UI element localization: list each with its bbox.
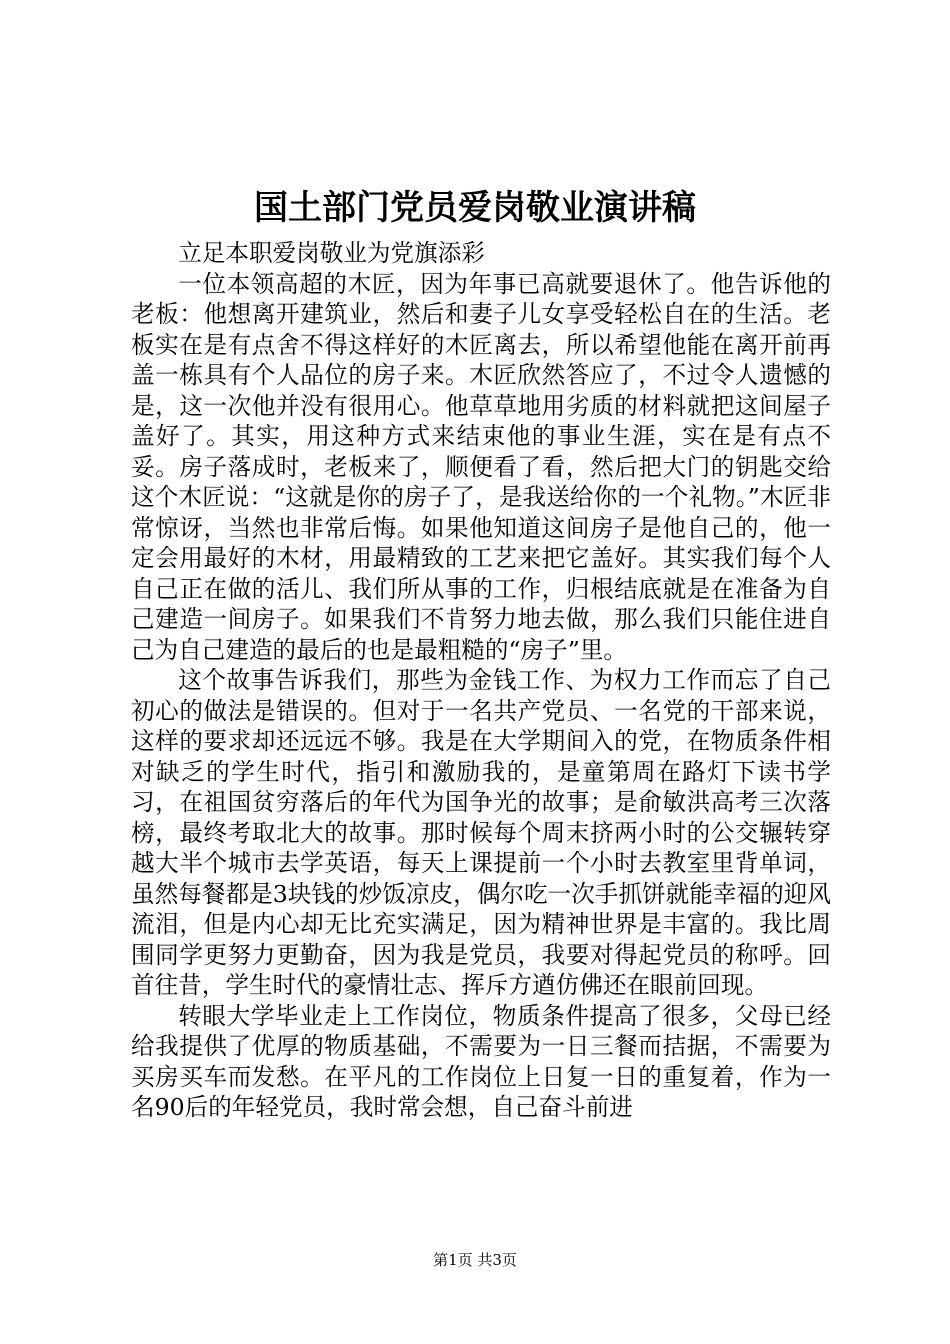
document-body [131, 238, 831, 1123]
body-paragraph: 转眼大学毕业走上工作岗位，物质条件提高了很多，父母已经给我提供了优厚的物质基础，不需要为一日三餐而拮据，不需要为买房买车而发愁。在平凡的工作岗位上日复一日的重复着，作为一名90后的年轻党员，我时常会想，自己奋斗前进 [131, 1001, 831, 1121]
subtitle-paragraph: 立足本职爱岗敬业为党旗添彩 [178, 239, 485, 267]
document-title: 国土部门党员爱岗敬业演讲稿 [254, 188, 696, 228]
body-paragraph: 一位本领高超的木匠，因为年事已高就要退休了。他告诉他的老板：他想离开建筑业，然后和妻子儿女享受轻松自在的生活。老板实在是有点舍不得这样好的木匠离去，所以希望他能在离开前再盖一栋具有个人品位的房子来。木匠欣然答应了，不过令人遗憾的是，这一次他并没有很用心。他草草地用劣质的材料就把这间屋子盖好了。其实，用这种方式来结束他的事业生涯，实在是有点不妥。房子落成时，老板来了，顺便看了看，然后把大门的钥匙交给这个木匠说：“这就是你的房子了，是我送给你的一个礼物。”木匠非常惊讶，当然也非常后悔。如果他知道这间房子是他自己的，他一定会用最好的木材，用最精致的工艺来把它盖好。其实我们每个人自己正在做的活儿、我们所从事的工作，归根结底就是在准备为自己建造一间房子。如果我们不肯努力地去做，那么我们只能住进自己为自己建造的最后的也是最粗糙的“房子”里。 [131, 269, 831, 664]
body-paragraph: 这个故事告诉我们，那些为金钱工作、为权力工作而忘了自己初心的做法是错误的。但对于一名共产党员、一名党的干部来说，这样的要求却还远远不够。我是在大学期间入的党，在物质条件相对缺乏的学生时代，指引和激励我的，是童第周在路灯下读书学习，在祖国贫穷落后的年代为国争光的故事；是俞敏洪高考三次落榜，最终考取北大的故事。那时候每个周末挤两小时的公交辗转穿越大半个城市去学英语，每天上课提前一个小时去教室里背单词，虽然每餐都是3块钱的炒饭凉皮，偶尔吃一次手抓饼就能幸福的迎风流泪，但是内心却无比充实满足，因为精神世界是丰富的。我比周围同学更努力更勤奋，因为我是党员，我要对得起党员的称呼。回首往昔，学生时代的豪情壮志、挥斥方遒仿佛还在眼前回现。 [131, 666, 831, 999]
page-number-footer: 第1页 共3页 [433, 1251, 517, 1269]
